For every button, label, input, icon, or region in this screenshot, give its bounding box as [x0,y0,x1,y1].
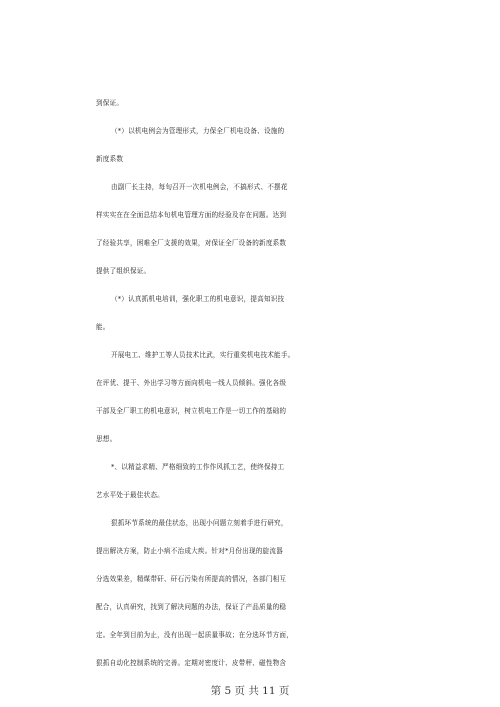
text-line: 在评优、提干、外出学习等方面向机电一线人员倾斜。强化各级 [96,379,287,387]
paragraph-line [96,565,416,593]
text-line: 由副厂长主持，每旬召开一次机电例会，不搞形式、不摆花 [111,183,288,191]
paragraph-line [96,201,416,229]
paragraph-line [96,537,416,565]
text-line: 狠抓自动化控制系统的完善。定期对密度计、皮带秤、磁性物含 [96,659,287,667]
text-line: 干部及全厂职工的机电意识，树立机电工作是一切工作的基础的 [96,407,287,415]
paragraph-line [96,117,416,145]
paragraph-line [96,229,416,257]
paragraph-line [96,285,416,313]
document-body [96,89,416,677]
text-line: 到保证。 [96,99,124,107]
paragraph-line [96,481,416,509]
text-line: 开展电工、维护工等人员技术比武，实行重奖机电技术能手。 [111,351,295,359]
text-line: 定。全年到目前为止，没有出现一起质量事故；在分选环节方面， [96,631,294,639]
text-line: （*）以机电例会为管理形式，力保全厂机电设备、设施的 [111,127,285,135]
paragraph-line [96,397,416,425]
page-footer: 第 5 页 共 11 页 [210,685,290,697]
text-line: 样实实在在全面总结本旬机电管理方面的经验及存在问题。达到 [96,211,287,219]
paragraph-line [96,145,416,173]
text-line: 思想。 [96,435,117,443]
text-line: 配合，认真研究，找到了解决问题的办法，保证了产品质量的稳 [96,603,287,611]
text-line: 提供了组织保证。 [96,267,151,275]
paragraph-line [96,453,416,481]
text-line: 艺水平处于最佳状态。 [96,491,164,499]
text-line: 了经验共享，困难全厂支援的效果，对保证全厂设备的新度系数 [96,239,287,247]
text-line: 分选效果差，精煤带矸、矸石污染有所提高的情况，各部门相互 [96,575,287,583]
paragraph-line [96,369,416,397]
paragraph-line [96,313,416,341]
text-line: 提出解决方案，防止小病不治成大疾。针对*月份出现的旋流器 [96,547,283,555]
text-line: 新度系数 [96,155,124,163]
paragraph-line [96,621,416,649]
paragraph-line [96,173,416,201]
paragraph-line [96,257,416,285]
paragraph-line [96,341,416,369]
paragraph-line [96,593,416,621]
paragraph-line [96,89,416,117]
paragraph-line [96,425,416,453]
paragraph-line [96,649,416,677]
text-line: （*）认真抓机电培训，强化职工的机电意识，提高知识技 [111,295,285,303]
paragraph-line [96,509,416,537]
text-line: *、以精益求精、严格细致的工作作风抓工艺，使终保持工 [111,463,285,471]
text-line: 能。 [96,323,110,331]
text-line: 狠抓环节系统的最佳状态，出现小问题立刻着手进行研究， [111,519,288,527]
